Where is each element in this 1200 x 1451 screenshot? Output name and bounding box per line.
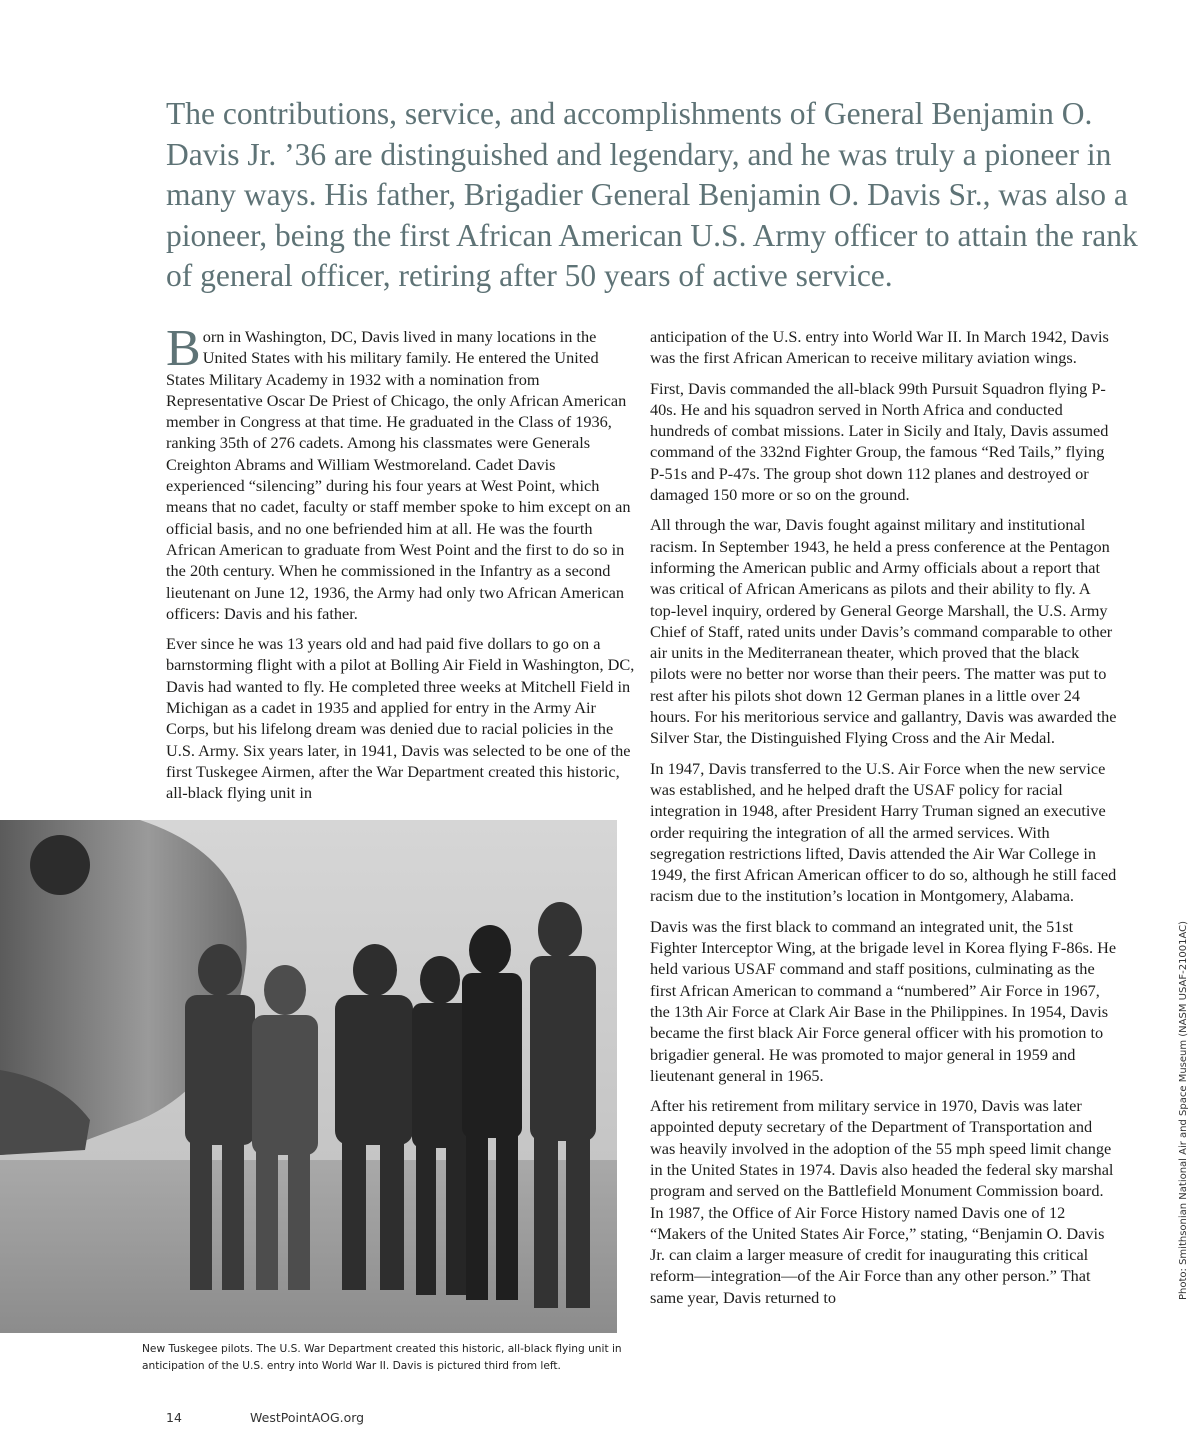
drop-cap: B <box>166 320 201 377</box>
article-paragraph: After his retirement from military service in 1970, Davis was later appointed deputy secretary of the Department of Transportation and was heavily involved in the adoption of the 55 mph speed limit change in the United States in 1974. Davis also headed the federal sky marshal program and served on the Battlefield Monument Commission board. In 1987, the Office of Air Force History named Davis one of 12 “Makers of the United States Air Force,” stating, “Benjamin O. Davis Jr. can claim a larger measure of credit for inaugurating this critical reform—integration—of the Air Force than any other person.” That same year, Davis returned to <box>650 1096 1114 1307</box>
article-column-right <box>650 326 1118 1317</box>
paragraph-text: orn in Washington, DC, Davis lived in many locations in the United States with his military family. He entered the United States Military Academy in 1932 with a nomination from Representative Oscar De Priest of Chicago, the only African American member in Congress at that time. He graduated in the Class of 1936, ranking 35th of 276 cadets. Among his classmates were Generals Creighton Abrams and William Westmoreland. Cadet Davis experienced “silencing” during his four years at West Point, which means that no cadet, faculty or staff member spoke to him except on an official basis, and no one befriended him at all. He was the fourth African American to graduate from West Point and the first to do so in the 20th century. When he commissioned in the Infantry as a second lieutenant on June 12, 1936, the Army had only two African American officers: Davis and his father. <box>166 327 631 623</box>
article-paragraph: Davis was the first black to command an integrated unit, the 51st Fighter Interceptor Wing, at the brigade level in Korea flying F-86s. He held various USAF command and staff positions, culminating as the first African American to command a “numbered” Air Force in 1967, the 13th Air Force at Clark Air Base in the Philippines. In 1954, Davis became the first black Air Force general officer with his promotion to brigadier general. He was promoted to major general in 1959 and lieutenant general in 1965. <box>650 916 1117 1085</box>
tuskegee-pilots-photo <box>0 820 617 1333</box>
article-paragraph: anticipation of the U.S. entry into World War II. In March 1942, Davis was the first African American to receive military aviation wings. <box>650 327 1109 368</box>
article-paragraph: In 1947, Davis transferred to the U.S. Air Force when the new service was established, and he helped draft the USAF policy for racial integration in 1948, after President Harry Truman signed an executive order requiring the integration of all the armed services. With segregation restrictions lifted, Davis attended the Air War College in 1949, the first African American officer to do so, although he still faced racism due to the institution’s location in Montgomery, Alabama. <box>650 758 1117 906</box>
article-paragraph: All through the war, Davis fought against military and institutional racism. In September 1943, he held a press conference at the Pentagon informing the American public and Army officials about a report that was critical of African Americans as pilots and their ability to fly. A top-level inquiry, ordered by General George Marshall, the U.S. Army Chief of Staff, rated units under Davis’s command comparable to other air units in the Mediterranean theater, which proved that the black pilots were no better nor worse than their peers. The matter was put to rest after his pilots shot down 12 German planes in a little over 24 hours. For his meritorious service and gallantry, Davis was awarded the Silver Star, the Distinguished Flying Cross and the Air Medal. <box>650 515 1117 748</box>
intro-paragraph: The contributions, service, and accomplishments of General Benjamin O. Davis Jr. ’36 are distinguished and legendary, and he was truly a pioneer in many ways. His father, Brigadier General Benjamin O. Davis Sr., was also a pioneer, being the first African American U.S. Army officer to attain the rank of general officer, retiring after 50 years of active service. <box>166 96 1138 293</box>
photo-caption: New Tuskegee pilots. The U.S. War Department created this historic, all-black flying unit in anticipation of the U.S. entry into World War II. Davis is pictured third from left. <box>142 1343 622 1372</box>
site-url: WestPointAOG.org <box>250 1410 365 1425</box>
article-column-left <box>166 320 636 813</box>
article-paragraph: Ever since he was 13 years old and had paid five dollars to go on a barnstorming flight with a pilot at Bolling Air Field in Washington, DC, Davis had wanted to fly. He completed three weeks at Mitchell Field in Michigan as a cadet in 1935 and applied for entry in the Army Air Corps, but his lifelong dream was denied due to racial policies in the U.S. Army. Six years later, in 1941, Davis was selected to be one of the first Tuskegee Airmen, after the War Department created this historic, all-black flying unit in <box>166 634 635 803</box>
photo-credit: Photo: Smithsonian National Air and Space Museum (NASM USAF-21001AC) <box>1178 920 1189 1300</box>
article-paragraph: First, Davis commanded the all-black 99th Pursuit Squadron flying P-40s. He and his squadron served in North Africa and conducted hundreds of combat missions. Later in Sicily and Italy, Davis assumed command of the 332nd Fighter Group, the famous “Red Tails,” flying P-51s and P-47s. The group shot down 112 planes and destroyed or damaged 150 more or so on the ground. <box>650 378 1109 505</box>
article-paragraph <box>166 320 636 624</box>
page-number: 14 <box>166 1410 182 1425</box>
photo-illustration <box>0 820 617 1333</box>
